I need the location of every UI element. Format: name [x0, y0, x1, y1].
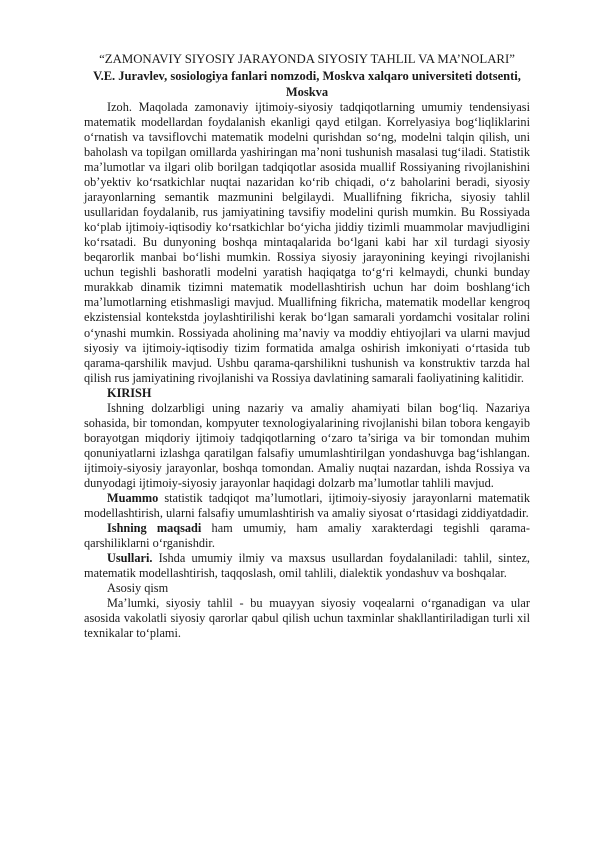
- methods-text: Ishda umumiy ilmiy va maxsus usullardan foydalaniladi: tahlil, sintez, matematik modellashtirish, taqqoslash, omil tahlili, dialektik yondashuv va boshqalar.: [84, 551, 530, 581]
- problem-text: statistik tadqiqot ma’lumotlari, ijtimoiy-siyosiy jarayonlarni matematik modellashtirish, ularni falsafiy umumlashtirish va amaliy siyosat o‘rtasidagi ziddiyatdadir.: [84, 491, 530, 521]
- document-page: [84, 52, 530, 642]
- author-line: V.E. Juravlev, sosiologiya fanlari nomzodi, Moskva xalqaro universiteti dotsenti, Moskva: [93, 69, 521, 99]
- article-title: “ZAMONAVIY SIYOSIY JARAYONDA SIYOSIY TAHLIL VA MA’NOLARI”: [99, 52, 515, 66]
- problem-paragraph: [84, 491, 530, 521]
- introduction-heading: KIRISH: [107, 385, 152, 400]
- main-part-heading: Asosiy qism: [107, 581, 169, 596]
- methods-label: Usullari.: [107, 551, 153, 566]
- main-part-paragraph: Ma’lumki, siyosiy tahlil - bu muayyan siyosiy voqealarni o‘rganadigan va ular asosida vakolatli siyosiy qarorlar qabul qilish uchun taxminlar shakllantiriladigan turli xil texnikalar to‘plami.: [84, 596, 530, 641]
- goal-label: Ishning maqsadi: [107, 521, 202, 536]
- abstract-paragraph: Izoh. Maqolada zamonaviy ijtimoiy-siyosiy tadqiqotlarning umumiy tendensiyasi matematik modellardan foydalanish ekanligi qayd etilgan. Korrelyasiya bog‘liqliklarini o‘rnatish va tavsiflovchi matematik modelni qurishdan so‘ng, modelni talqin qilish, uni baholash va topilgan omillarda yashiringan ma’noni tushunish masalasi tug‘iladi. Statistik ma’lumotlar va ilgari olib borilgan tadqiqotlar asosida muallif Rossiyaning rivojlanishini ob’yektiv ko‘rsatkichlar nuqtai nazaridan ko‘rib chiqadi, o‘z baholarini beradi, siyosiy jarayonlarning semantik mazmunini belgilaydi. Muallifning fikricha, siyosiy tahlil usullaridan foydalanib, rus jamiyatining tavsifiy modelini qurish mumkin. Bu Rossiyada ko‘plab ijtimoiy-iqtisodiy ko‘rsatkichlar bo‘yicha jiddiy tizimli muammolar mavjudligini ko‘rsatadi. Bu dunyoning boshqa mintaqalarida bo‘lgani kabi har xil turdagi siyosiy beqarorlik manbai bo‘lishi mumkin. Rossiya siyosiy jarayonining keyingi rivojlanishi uchun tegishli bashoratli modelni yaratish haqiqatga to‘g‘ri kelmaydi, chunki bunday murakkab dinamik tizimni matematik modellashtirish uchun har doim boshlang‘ich ma’lumotlarning etishmasligi mavjud. Muallifning fikricha, matematik modellar kengroq ekzistensial kontekstda joylashtirilishi kerak bo‘lgan samarali yordamchi vositalar rolini o‘ynashi mumkin. Rossiyada aholining ma’naviy va moddiy ehtiyojlari va ularni mavjud siyosiy va ijtimoiy-iqtisodiy tizim formatida amalga oshirish imkoniyati o‘rtasida tub qarama-qarshilik mavjud. Ushbu qarama-qarshilikni tushunish va konstruktiv tarzda hal qilish rus jamiyatining rivojlanishi va Rossiya davlatining samarali faoliyatining kalitidir.: [84, 99, 530, 385]
- methods-paragraph: [84, 551, 530, 581]
- introduction-paragraph: Ishning dolzarbligi uning nazariy va amaliy ahamiyati bilan bog‘liq. Nazariya sohasida, bir tomondan, kompyuter texnologiyalarining rivojlanishi bilan tobora kengayib borayotgan miqdoriy ijtimoiy tadqiqotlarning o‘zaro ta’siriga va bir tomondan muhim qonuniyatlarni izlashga qaratilgan falsafiy umumlashtirilgan yondashuvga bag‘ishlangan. ijtimoiy-siyosiy jarayonlar, boshqa tomondan. Amaliy nuqtai nazardan, ishda Rossiya va dunyodagi ijtimoiy-siyosiy jarayonlar haqidagi dolzarb ma’lumotlar tahlili mavjud.: [84, 400, 530, 490]
- problem-label: Muammo: [107, 491, 159, 506]
- goal-text: ham umumiy, ham amaliy xarakterdagi tegishli qarama-qarshiliklarni o‘rganishdir.: [84, 521, 530, 551]
- goal-paragraph: [84, 521, 530, 551]
